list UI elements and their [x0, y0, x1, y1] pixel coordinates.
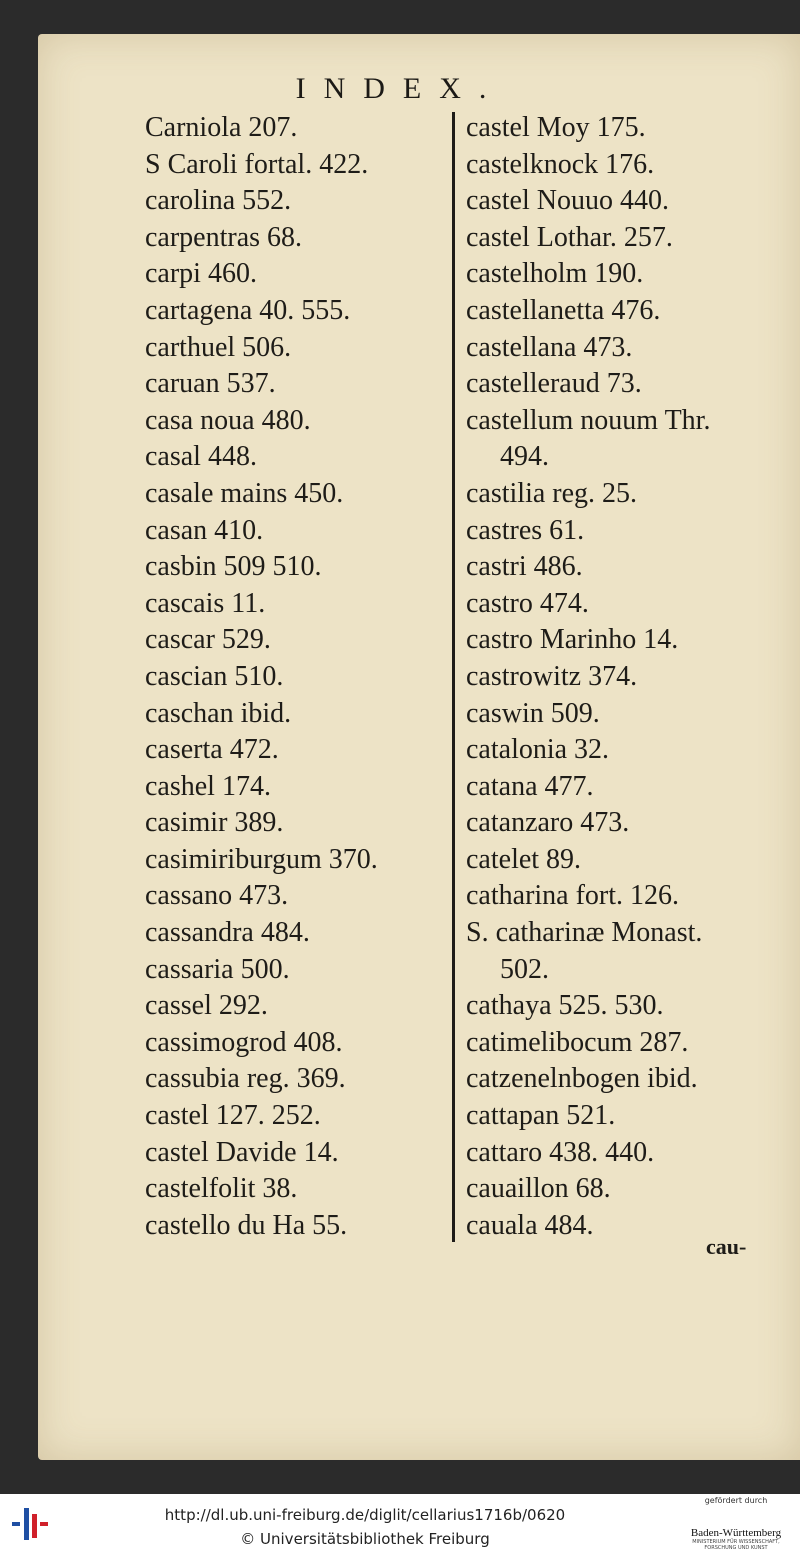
index-entry: cattaro 438. 440. [466, 1136, 655, 1168]
index-entry: casale mains 450. [145, 477, 344, 509]
index-entry: cascian 510. [145, 660, 284, 692]
index-entry: catharina fort. 126. [466, 880, 680, 912]
index-entry: castel Lothar. 257. [466, 221, 673, 253]
index-entry: castilia reg. 25. [466, 477, 638, 509]
index-entry: cauaillon 68. [466, 1173, 611, 1205]
index-entry: castel Davide 14. [145, 1136, 339, 1168]
sponsor-name: Baden-Württemberg [690, 1527, 782, 1539]
sponsor-subtitle: MINISTERIUM FÜR WISSENSCHAFT, FORSCHUNG UND KUNST [692, 1539, 780, 1551]
index-entry: castres 61. [466, 514, 585, 546]
copyright-notice: © Universitätsbibliothek Freiburg [240, 1530, 490, 1548]
index-entry: caserta 472. [145, 734, 279, 766]
index-entry: castel Moy 175. [466, 112, 646, 143]
document-url[interactable]: http://dl.ub.uni-freiburg.de/diglit/cellarius1716b/0620 [164, 1506, 566, 1524]
index-entry: S Caroli fortal. 422. [145, 148, 369, 180]
index-entry: S. catharinæ Monast. [466, 917, 703, 949]
index-entry: castello du Ha 55. [145, 1209, 348, 1241]
index-entry: castellum nouum Thr. [466, 404, 711, 436]
sponsor-logo [676, 1496, 796, 1550]
index-entry: cassandra 484. [145, 917, 310, 949]
index-entry: casimiriburgum 370. [145, 843, 378, 875]
index-entry: cauala 484. [466, 1209, 594, 1241]
index-entry: casimir 389. [145, 807, 284, 839]
index-column-left [145, 110, 445, 1244]
index-entry: castelknock 176. [466, 148, 655, 180]
catchword: cau- [706, 1234, 747, 1259]
index-entry: castelholm 190. [466, 258, 644, 290]
index-entry: catzenelnbogen ibid. [466, 1063, 698, 1095]
index-entry: castel Nouuo 440. [466, 185, 669, 217]
index-entry: cascar 529. [145, 624, 271, 656]
index-entry: catanzaro 473. [466, 807, 630, 839]
index-entry: casal 448. [145, 441, 257, 473]
index-entry: cashel 174. [145, 770, 271, 802]
index-entry: carolina 552. [145, 185, 292, 217]
index-entry: catimelibocum 287. [466, 1026, 689, 1058]
index-entry: cattapan 521. [466, 1100, 616, 1132]
index-entry: castro Marinho 14. [466, 624, 679, 656]
index-entry: 502. [500, 953, 549, 985]
index-entry: castelleraud 73. [466, 368, 642, 400]
index-entry: castelfolit 38. [145, 1173, 298, 1205]
index-entry: cascais 11. [145, 587, 266, 619]
index-entry: castro 474. [466, 587, 589, 619]
viewer-footer [0, 1494, 800, 1552]
page-header: INDEX. [295, 72, 505, 105]
index-entry: catelet 89. [466, 843, 582, 875]
index-entry: castel 127. 252. [145, 1100, 321, 1132]
index-entry: caruan 537. [145, 368, 276, 400]
index-entry: castrowitz 374. [466, 660, 638, 692]
index-entry: carthuel 506. [145, 331, 292, 363]
index-entry: castellanetta 476. [466, 294, 661, 326]
index-entry: 494. [500, 441, 549, 473]
index-entry: catalonia 32. [466, 734, 610, 766]
index-entry: cassimogrod 408. [145, 1026, 343, 1058]
index-entry: Carniola 207. [145, 112, 298, 143]
column-divider [452, 112, 455, 1242]
sponsor-caption: gefördert durch [704, 1496, 768, 1505]
index-column-right [466, 110, 766, 1244]
index-entry: castri 486. [466, 551, 583, 583]
index-entry: carpentras 68. [145, 221, 303, 253]
index-entry: caschan ibid. [145, 697, 292, 729]
index-entry: carpi 460. [145, 258, 257, 290]
index-entry: caswin 509. [466, 697, 600, 729]
index-entry: cassubia reg. 369. [145, 1063, 346, 1095]
index-entry: castellana 473. [466, 331, 633, 363]
index-entry: casan 410. [145, 514, 264, 546]
index-entry: cassel 292. [145, 990, 268, 1022]
index-entry: cathaya 525. 530. [466, 990, 664, 1022]
index-entry: cartagena 40. 555. [145, 294, 351, 326]
index-entry: catana 477. [466, 770, 594, 802]
index-entry: casa noua 480. [145, 404, 311, 436]
index-entry: cassaria 500. [145, 953, 290, 985]
index-entry: cassano 473. [145, 880, 289, 912]
index-entry: casbin 509 510. [145, 551, 322, 583]
